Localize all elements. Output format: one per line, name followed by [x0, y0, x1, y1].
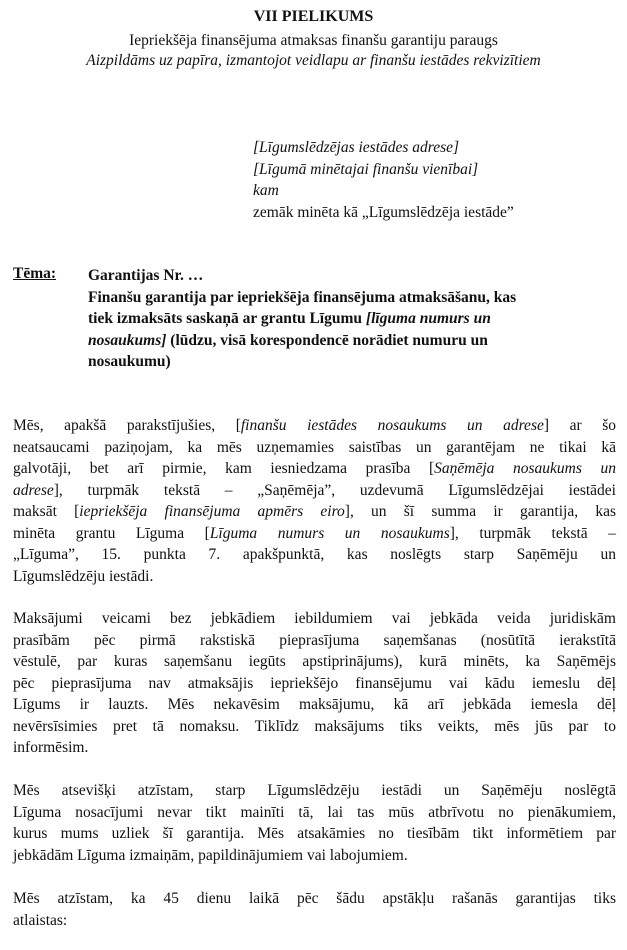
subject-line-4: nosaukums] (lūdzu, visā korespondencē norādiet numuru un — [88, 331, 488, 349]
p3-line: Līguma nosacījumi nevar tikt mainīti tā, lai tas mūs atbrīvotu no pienākumiem, — [13, 803, 616, 821]
p4-line: atlaistas: — [13, 911, 68, 929]
p3-line: Mēs atsevišķi atzīstam, starp Līgumslēdzēju iestādi un Saņēmēju noslēgtā — [13, 782, 616, 799]
subject-block — [88, 265, 608, 373]
p2-line: vēstulē, par kuras saņemšanu iegūts apstiprinājums), kurā minēts, ka Saņēmējs — [13, 653, 616, 670]
subject-label: Tēma: — [13, 265, 57, 282]
paragraph-3 — [13, 780, 616, 866]
p2-line: pēc pieprasījuma nav atmaksājis iepriekšējo finansējumu vai kādu iemeslu dēļ — [13, 674, 616, 692]
p3-line: jebkādām Līguma izmaiņām, papildinājumiem vai labojumiem. — [13, 846, 408, 864]
paragraph-2 — [13, 608, 616, 759]
subject-line-2: Finanšu garantija par iepriekšēja finansējuma atmaksāšanu, kas — [88, 288, 517, 306]
instruction-note: Aizpildāms uz papīra, izmantojot veidlapu ar finanšu iestādes rekvizītiem — [86, 52, 541, 69]
address-line-2: [Līgumā minētajai finanšu vienībai] — [253, 160, 479, 178]
paragraph-1 — [13, 415, 616, 587]
paragraph-4 — [13, 888, 616, 931]
p2-line: informēsim. — [13, 739, 89, 756]
address-line-4: zemāk minēta kā „Līgumslēdzēja iestāde” — [253, 203, 514, 221]
p4-line: Mēs atzīstam, ka 45 dienu laikā pēc šādu apstākļu rašanās garantijas tiks — [13, 890, 616, 907]
address-line-3: kam — [253, 182, 279, 199]
p2-line: nevērsīsimies pret tā nomaksu. Tiklīdz maksājums tiks veikts, mēs jūs par to — [13, 717, 616, 735]
address-line-1: [Līgumslēdzējas iestādes adrese] — [253, 139, 460, 156]
p1-line: neatsaucami paziņojam, ka mēs uzņemamies saistības un garantējam ne tikai kā — [13, 438, 616, 456]
document-subtitle: Iepriekšēja finansējuma atmaksas finanšu garantiju paraugs — [129, 32, 498, 49]
p1-line: Mēs, apakšā parakstījušies, [finanšu iestādes nosaukums un adrese] ar šo — [13, 417, 616, 434]
p2-line: Līgums ir lauzts. Mēs nekavēsim maksājumu, kā arī jebkāda iemesla dēļ — [13, 696, 616, 713]
p1-line: galvotāji, bet arī pirmie, kam iesniedzama prasība [Saņēmēja nosaukums un — [13, 460, 616, 477]
p1-line: adrese], turpmāk tekstā – „Saņēmēja”, uzdevumā Līgumslēdzējai iestādei — [13, 481, 616, 499]
p1-line: minēta grantu Līguma [Līguma numurs un nosaukums], turpmāk tekstā – — [13, 524, 616, 542]
guarantee-number: Garantijas Nr. … — [88, 267, 204, 284]
p1-line: „Līguma”, 15. punkta 7. apakšpunktā, kas noslēgts starp Saņēmēju un — [13, 546, 616, 563]
address-block — [253, 137, 514, 223]
annex-heading: VII PIELIKUMS — [253, 8, 374, 25]
p1-line: maksāt [iepriekšēja finansējuma apmērs eiro], un šī summa ir garantija, kas — [13, 503, 616, 520]
subject-line-3: tiek izmaksāts saskaņā ar grantu Līgumu [līguma numurs un — [88, 310, 491, 327]
p1-line: Līgumslēdzēju iestādi. — [13, 567, 154, 585]
subject-line-5: nosaukumu) — [88, 353, 171, 370]
p3-line: kurus mums uzliek šī garantija. Mēs atsakāmies no tiesībām tikt informētiem par — [13, 825, 616, 842]
p2-line: prasībām pēc pirmā rakstiskā pieprasījuma saņemšanas (nosūtītā ierakstītā — [13, 631, 616, 649]
p2-line: Maksājumi veicami bez jebkādiem iebildumiem vai jebkāda veida juridiskām — [13, 610, 616, 627]
